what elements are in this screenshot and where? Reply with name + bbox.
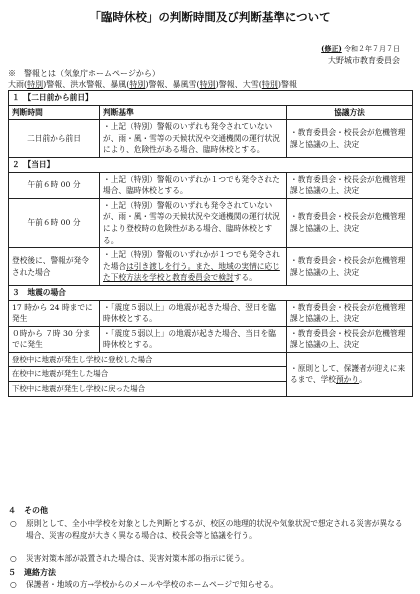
- table-row: [9, 172, 413, 198]
- section-2-heading: ２ 【当日】: [9, 157, 413, 172]
- quake-case: 在校中に地震が発生した場合: [9, 367, 287, 382]
- section-1-heading: １ 【二日前から前日】: [9, 91, 413, 106]
- table-row: [9, 352, 413, 367]
- criteria-underlined: は引き渡しを行う。また、地域の実情に応じた下校方法を学校と教育委員会で検討: [103, 261, 280, 283]
- criteria-text: ・上記（特別）警報のいずれかが１つでも発令された場合: [103, 250, 280, 271]
- revision-date: 令和２年７月７日: [344, 45, 400, 53]
- special-mark: 特別: [261, 80, 278, 89]
- time-cell: 午前６時 00 分: [9, 198, 100, 247]
- method-cell: ・教育委員会・校長会が危機管理課と協議の上、決定: [287, 300, 413, 326]
- method-text: ・原則として、保護者が迎えに来るまで、学校: [290, 363, 406, 385]
- list-item: [10, 518, 410, 541]
- criteria-table: [8, 90, 413, 397]
- quake-case: 登校中に地震が発生し学校に登校した場合: [9, 352, 287, 367]
- list-item: [10, 553, 410, 565]
- bullet-circle: ○: [10, 554, 17, 563]
- method-cell: ・教育委員会・校長会が危機管理課と協議の上、決定: [287, 248, 413, 286]
- bullet-circle: ○: [10, 519, 17, 528]
- document-title: 「臨時休校」の判断時間及び判断基準について: [89, 10, 331, 24]
- time-cell: 登校後に、警報が発令された場合: [9, 248, 100, 286]
- special-mark: 特別: [27, 80, 44, 89]
- criteria-text: する。: [233, 273, 257, 283]
- table-row: [9, 248, 413, 286]
- bullet-text: 災害対策本部が設置された場合は、災害対策本部の指示に従う。: [26, 554, 249, 563]
- criteria-cell: [100, 248, 287, 286]
- revision-label: (修正): [321, 44, 342, 53]
- method-cell: [287, 352, 413, 396]
- section-5-heading: ５ 連絡方法: [8, 567, 56, 577]
- header-criteria: 判断基準: [100, 105, 287, 120]
- method-text: 。: [359, 375, 367, 385]
- criteria-cell: ・「震度５弱以上」の地震が起きた場合、当日を臨時休校とする。: [100, 326, 287, 352]
- warning-text: )警報: [277, 80, 297, 89]
- list-item: [10, 579, 410, 591]
- special-mark: 特別: [129, 80, 146, 89]
- criteria-cell: ・上記（特別）警報のいずれも発令されていないが、雨・風・雪等の天候状況や交通機関の運行状況により、危険性がある場合、臨時休校とする。: [100, 120, 287, 158]
- issuer: 大野城市教育委員会: [328, 56, 400, 65]
- criteria-cell: ・上記（特別）警報のいずれも発令されていないが、雨・風・雪等の天候状況や交通機関の運行状況により登校時の危険性がある場合、臨時休校とする。: [100, 198, 287, 247]
- method-underlined: 預かり: [335, 375, 360, 385]
- method-cell: ・教育委員会・校長会が危機管理課と協議の上、決定: [287, 172, 413, 198]
- header-method: 協議方法: [287, 105, 413, 120]
- time-cell: 午前６時 00 分: [9, 172, 100, 198]
- quake-case: 下校中に地震が発生し学校に戻った場合: [9, 382, 287, 397]
- method-cell: ・教育委員会・校長会が危機管理課と協議の上、決定: [287, 326, 413, 352]
- warning-text: )警報、暴風雪(: [145, 80, 200, 89]
- bullet-circle: ○: [10, 580, 17, 589]
- bullet-text: 原則として、全小中学校を対象とした判断とするが、校区の地理的状況や気象状況で想定される災害が異なる場合、災害の程度が大きく異なる場合は、校長会等と協議を行う。: [26, 519, 403, 540]
- warning-text: )警報、洪水警報、暴風(: [43, 80, 130, 89]
- revision-line: [321, 44, 400, 54]
- warning-text: 大雨(: [8, 80, 28, 89]
- time-cell: 17 時から 24 時までに発生: [9, 300, 100, 326]
- header-time: 判断時間: [9, 105, 100, 120]
- time-cell: 二日前から前日: [9, 120, 100, 158]
- bullet-text: 保護者・地域の方→学校からのメールや学校のホームページで知らせる。: [26, 580, 278, 589]
- warning-note: ※ 警報とは（気象庁ホームページから）: [8, 69, 160, 78]
- table-row: [9, 120, 413, 158]
- method-cell: ・教育委員会・校長会が危機管理課と協議の上、決定: [287, 120, 413, 158]
- table-row: [9, 300, 413, 326]
- warning-list: [8, 79, 297, 90]
- criteria-cell: ・「震度５弱以上」の地震が起きた場合、翌日を臨時休校とする。: [100, 300, 287, 326]
- table-row: [9, 326, 413, 352]
- criteria-cell: ・上記（特別）警報のいずれか１つでも発令された場合、臨時休校とする。: [100, 172, 287, 198]
- table-row: [9, 198, 413, 247]
- time-cell: ０時から ７時 30 分までに発生: [9, 326, 100, 352]
- method-cell: ・教育委員会・校長会が危機管理課と協議の上、決定: [287, 198, 413, 247]
- section-3-heading: ３ 地震の場合: [9, 285, 413, 300]
- table-header-row: [9, 105, 413, 120]
- special-mark: 特別: [199, 80, 216, 89]
- warning-text: )警報、大雪(: [215, 80, 262, 89]
- section-4-heading: ４ その他: [8, 505, 48, 515]
